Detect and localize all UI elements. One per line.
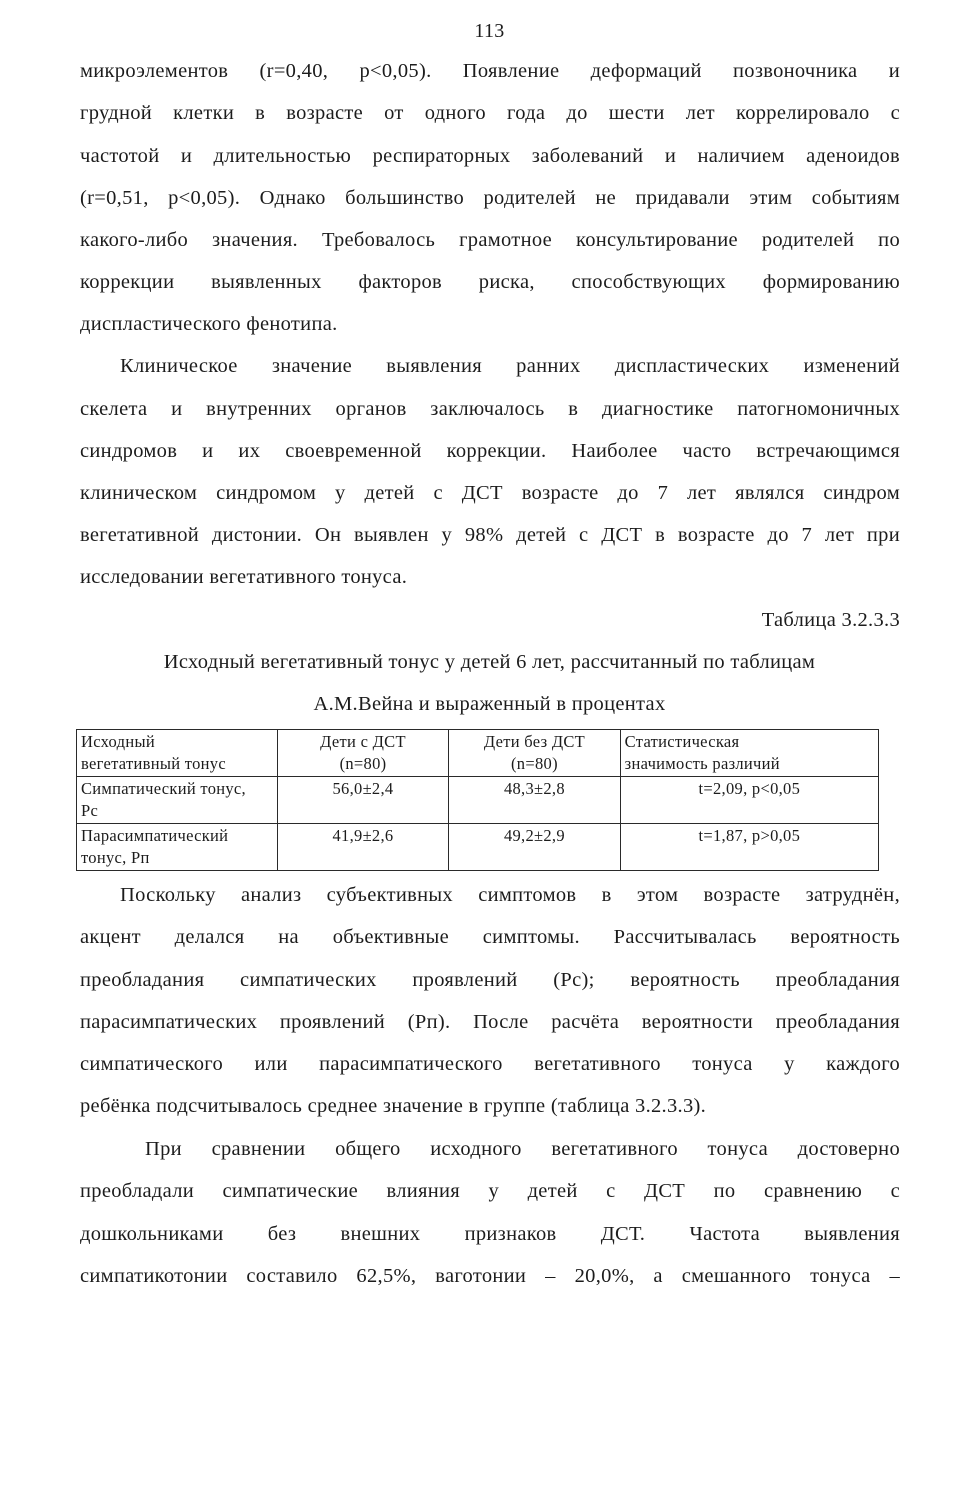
text-line: парасимпатических проявлений (Рп). После расчёта вероятности преобладания — [80, 1011, 900, 1033]
text-line: микроэлементов (r=0,40, p<0,05). Появление деформаций позвоночника и — [80, 60, 900, 82]
text-line: вегетативной дистонии. Он выявлен у 98% детей с ДСТ в возрасте до 7 лет при — [80, 524, 900, 546]
text-line: диспластического фенотипа. — [80, 313, 338, 335]
data-table — [76, 729, 879, 871]
header-text: Исходный — [81, 732, 155, 751]
text-line: преобладали симпатические влияния у детей с ДСТ по сравнению с — [80, 1180, 900, 1202]
text-line: скелета и внутренних органов заключалось в диагностике патогномоничных — [80, 398, 900, 420]
row-label-text: тонус, Рп — [81, 848, 150, 867]
text-line: ребёнка подсчитывалось среднее значение в группе (таблица 3.2.3.3). — [80, 1095, 707, 1117]
text-line: синдромов и их своевременной коррекции. Наиболее часто встречающимся — [80, 440, 900, 462]
text-line: частотой и длительностью респираторных заболеваний и наличием аденоидов — [80, 145, 900, 167]
header-text: Дети без ДСТ — [483, 732, 586, 751]
text-line: акцент делался на объективные симптомы. Рассчитывалась вероятность — [80, 926, 900, 948]
value-cell: 48,3±2,8 — [449, 777, 620, 824]
row-label-cell — [77, 777, 278, 824]
text-line: симпатикотонии составило 62,5%, ваготонии – 20,0%, а смешанного тонуса – — [80, 1265, 900, 1287]
significance-cell: t=2,09, p<0,05 — [620, 777, 878, 824]
header-text: Статистическая — [624, 732, 740, 751]
header-cell — [277, 730, 448, 777]
text-line: исследовании вегетативного тонуса. — [80, 566, 408, 588]
text-line: грудной клетки в возрасте от одного года до шести лет коррелировало с — [80, 102, 900, 124]
value-cell: 49,2±2,9 — [449, 824, 620, 871]
header-text: (n=80) — [339, 754, 387, 773]
value-cell: 41,9±2,6 — [277, 824, 448, 871]
header-text: значимость различий — [624, 754, 780, 773]
text-line: какого-либо значения. Требовалось грамотное консультирование родителей по — [80, 229, 900, 251]
table-row — [77, 777, 879, 824]
row-label-text: Парасимпатический — [81, 826, 229, 845]
text-line: (r=0,51, p<0,05). Однако большинство родителей не придавали этим событиям — [80, 187, 900, 209]
header-cell — [620, 730, 878, 777]
text-line: Поскольку анализ субъективных симптомов в этом возрасте затруднён, — [120, 884, 900, 906]
row-label-text: Симпатический тонус, — [81, 779, 246, 798]
header-text: Дети с ДСТ — [320, 732, 406, 751]
header-cell — [449, 730, 620, 777]
table-title-line: А.М.Вейна и выраженный в процентах — [313, 693, 666, 715]
table-title-line: Исходный вегетативный тонус у детей 6 лет, рассчитанный по таблицам — [163, 651, 816, 673]
text-line: клиническом синдромом у детей с ДСТ возрасте до 7 лет являлся синдром — [80, 482, 900, 504]
table-header-row — [77, 730, 879, 777]
text-line: При сравнении общего исходного вегетативного тонуса достоверно — [145, 1138, 900, 1160]
table-label: Таблица 3.2.3.3 — [761, 609, 900, 631]
text-line: симпатического или парасимпатического вегетативного тонуса у каждого — [80, 1053, 900, 1075]
text-line: дошкольниками без внешних признаков ДСТ. Частота выявления — [80, 1223, 900, 1245]
page-number: 113 — [474, 20, 505, 42]
header-cell — [77, 730, 278, 777]
text-line: коррекции выявленных факторов риска, способствующих формированию — [80, 271, 900, 293]
table-row — [77, 824, 879, 871]
row-label-text: Рс — [81, 801, 99, 820]
significance-cell: t=1,87, p>0,05 — [620, 824, 878, 871]
text-line: Клиническое значение выявления ранних диспластических изменений — [120, 355, 900, 377]
header-text: вегетативный тонус — [81, 754, 226, 773]
text-line: преобладания симпатических проявлений (Рс); вероятность преобладания — [80, 969, 900, 991]
header-text: (n=80) — [511, 754, 558, 773]
value-cell: 56,0±2,4 — [277, 777, 448, 824]
row-label-cell — [77, 824, 278, 871]
